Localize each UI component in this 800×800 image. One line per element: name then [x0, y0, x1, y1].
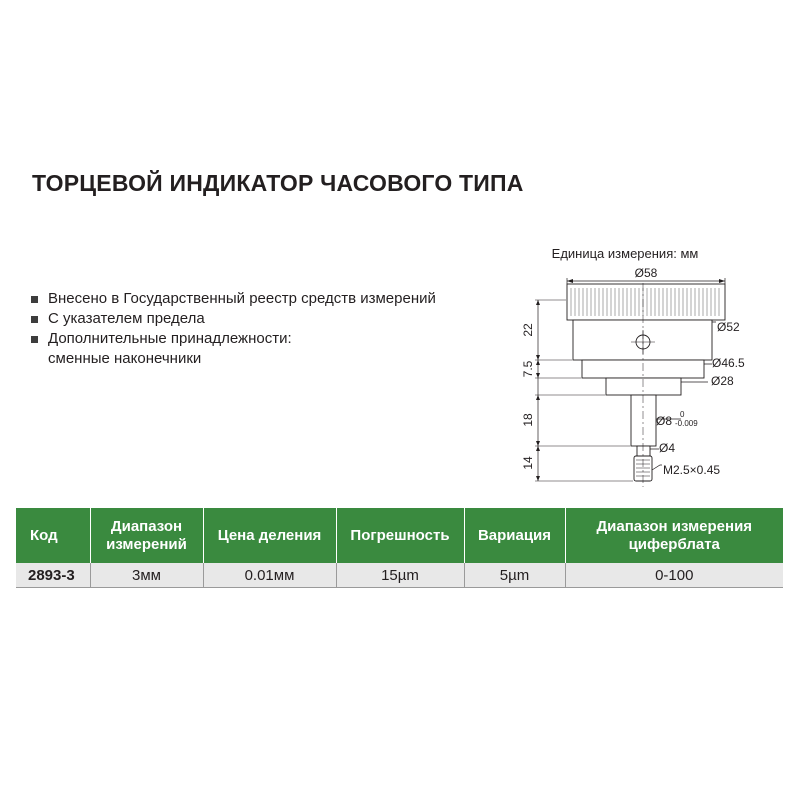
- feature-text: сменные наконечники: [48, 350, 202, 367]
- table-header-row: [16, 508, 783, 563]
- col-range: [90, 508, 203, 563]
- cell-division: 0.01мм: [203, 563, 336, 588]
- feature-list: [30, 289, 436, 369]
- dim-dia-46-5: Ø46.5: [712, 356, 745, 370]
- page-title: ТОРЦЕВОЙ ИНДИКАТОР ЧАСОВОГО ТИПА: [32, 170, 524, 196]
- bezel-outline: [567, 284, 725, 320]
- col-dial-line-1: Диапазон измерения: [596, 517, 753, 535]
- dim-dia-8: Ø8: [656, 414, 673, 428]
- square-bullet-icon: [31, 336, 38, 343]
- col-range-line-1: Диапазон: [110, 517, 183, 535]
- dim-h-22: 22: [521, 323, 535, 337]
- square-bullet-icon: [31, 316, 38, 323]
- tol-lower: -0.009: [675, 419, 698, 428]
- col-dial-range: [565, 508, 783, 563]
- col-code: Код: [16, 508, 90, 563]
- cell-range: 3мм: [90, 563, 203, 588]
- feature-text: Внесено в Государственный реестр средств измерений: [48, 290, 436, 307]
- feature-item-continued: [30, 349, 436, 369]
- dim-dia-58: Ø58: [634, 266, 658, 280]
- square-bullet-icon: [31, 296, 38, 303]
- body-outline: [573, 320, 712, 360]
- dim-dia-52: Ø52: [717, 320, 740, 334]
- feature-text: Дополнительные принадлежности:: [48, 330, 292, 347]
- col-dial-line-2: циферблата: [628, 535, 720, 553]
- table-row: [16, 563, 783, 588]
- feature-text: С указателем предела: [48, 310, 205, 327]
- col-division: Цена деления: [203, 508, 336, 563]
- col-error: Погрешность: [336, 508, 464, 563]
- dim-thread: M2.5×0.45: [663, 463, 721, 477]
- cell-error: 15µm: [336, 563, 464, 588]
- feature-item: [30, 289, 436, 309]
- feature-item: [30, 309, 436, 329]
- dim-h-7-5: 7.5: [521, 360, 535, 378]
- dim-dia-28: Ø28: [711, 374, 734, 388]
- col-variation: Вариация: [464, 508, 565, 563]
- dim-h-14: 14: [521, 456, 535, 470]
- tol-upper: 0: [680, 410, 685, 419]
- dim-dia-4: Ø4: [659, 441, 676, 455]
- shoulder-28: [606, 378, 681, 395]
- cell-code: 2893-3: [16, 563, 90, 588]
- spindle-4: [637, 446, 650, 456]
- unit-label: Единица измерения: мм: [551, 246, 699, 261]
- feature-item: [30, 329, 436, 349]
- col-range-line-2: измерений: [106, 535, 187, 553]
- cell-variation: 5µm: [464, 563, 565, 588]
- stem-8: [631, 395, 656, 446]
- spec-table: [16, 508, 783, 588]
- technical-drawing: [500, 236, 760, 496]
- cell-dial-range: 0-100: [565, 563, 783, 588]
- dim-h-18: 18: [521, 413, 535, 427]
